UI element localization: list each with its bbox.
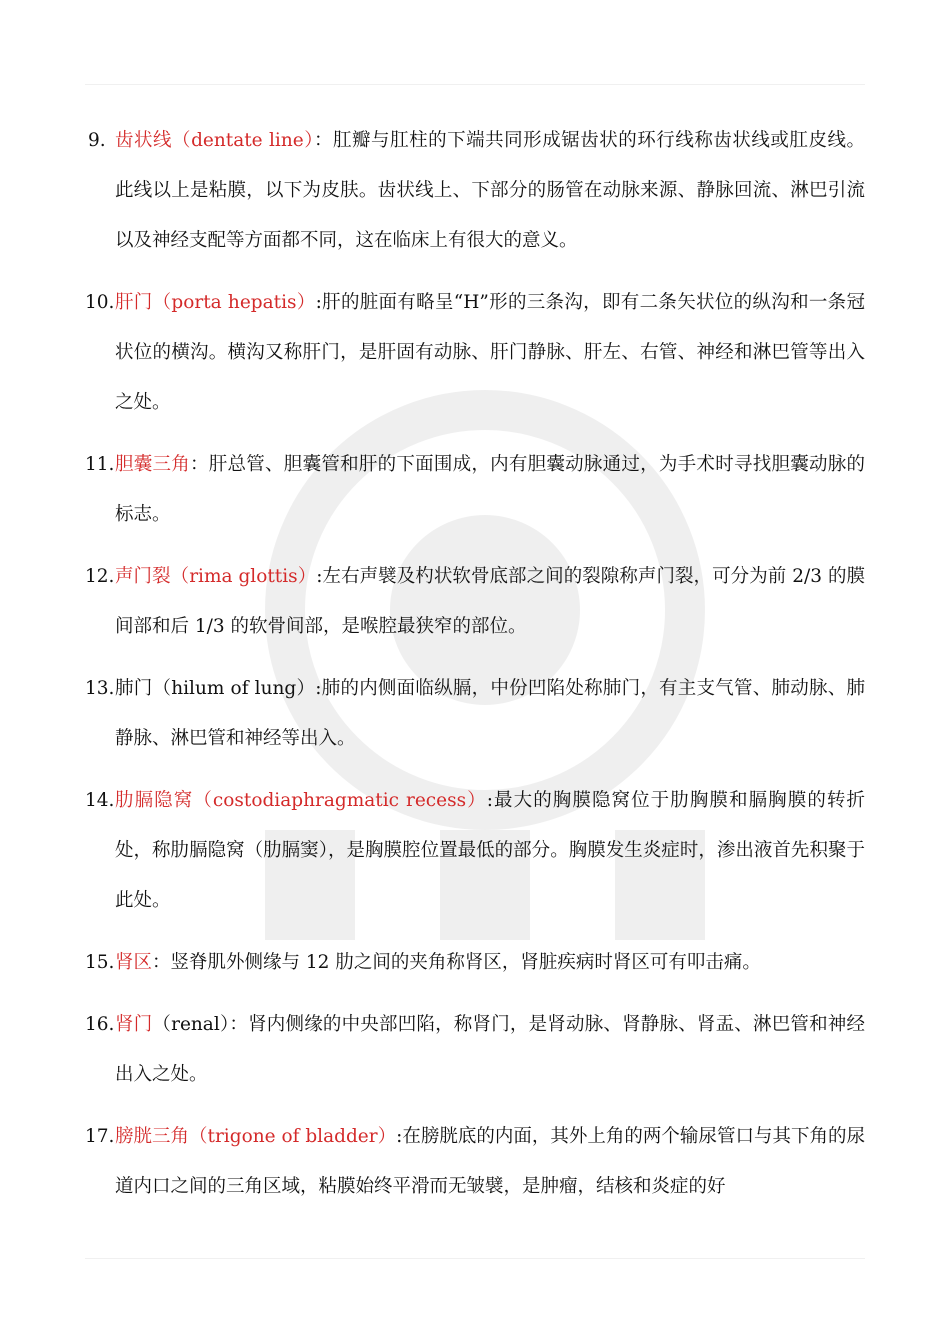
- entry-term: 齿状线（dentate line）: [115, 130, 314, 151]
- glossary-entry-10: [85, 278, 865, 428]
- entry-definition: （renal）：肾内侧缘的中央部凹陷，称肾门，是肾动脉、肾静脉、肾盂、淋巴管和神经出入之处。: [115, 1014, 865, 1085]
- entry-number: 11.: [85, 454, 115, 475]
- footer-rule: [85, 1258, 865, 1259]
- entry-term: 胆囊三角: [115, 454, 191, 475]
- entry-term: 肾区: [115, 952, 153, 973]
- entry-term: 肋膈隐窝（costodiaphragmatic recess）: [115, 790, 487, 811]
- entry-number: 17.: [85, 1126, 115, 1147]
- entry-number: 15.: [85, 952, 115, 973]
- entry-number: 12.: [85, 566, 115, 587]
- entry-term: 声门裂（rima glottis）: [115, 566, 317, 587]
- glossary-entry-15: [85, 938, 865, 988]
- glossary-entry-9: [85, 116, 865, 266]
- glossary-entry-14: [85, 776, 865, 926]
- entry-definition: ：肝总管、胆囊管和肝的下面围成，内有胆囊动脉通过，为手术时寻找胆囊动脉的标志。: [115, 454, 865, 525]
- entry-term: 肺门（hilum of lung）: [115, 678, 316, 699]
- glossary-entry-13: [85, 664, 865, 764]
- entry-number: 9.: [88, 130, 106, 151]
- glossary-entry-12: [85, 552, 865, 652]
- glossary-entry-11: [85, 440, 865, 540]
- entry-definition: :肺的内侧面临纵膈，中份凹陷处称肺门，有主支气管、肺动脉、肺静脉、淋巴管和神经等出入。: [115, 678, 865, 749]
- entry-term: 肝门（porta hepatis）: [115, 292, 316, 313]
- glossary-list: [85, 116, 865, 1224]
- glossary-entry-16: [85, 1000, 865, 1100]
- entry-definition: :左右声襞及杓状软骨底部之间的裂隙称声门裂，可分为前 2/3 的膜间部和后 1/3 的软骨间部，是喉腔最狭窄的部位。: [115, 566, 865, 637]
- entry-definition: :在膀胱底的内面，其外上角的两个输尿管口与其下角的尿道内口之间的三角区域，粘膜始终平滑而无皱襞，是肿瘤，结核和炎症的好: [115, 1126, 865, 1197]
- entry-number: 14.: [85, 790, 115, 811]
- header-rule: [85, 84, 865, 85]
- entry-number: 13.: [85, 678, 115, 699]
- entry-definition: ：竖脊肌外侧缘与 12 肋之间的夹角称肾区，肾脏疾病时肾区可有叩击痛。: [152, 952, 761, 973]
- entry-number: 10.: [85, 292, 115, 313]
- entry-term: 肾门: [115, 1014, 153, 1035]
- entry-term: 膀胱三角（trigone of bladder）: [115, 1126, 397, 1147]
- entry-number: 16.: [85, 1014, 115, 1035]
- glossary-entry-17: [85, 1112, 865, 1212]
- entry-definition: :肝的脏面有略呈“H”形的三条沟，即有二条矢状位的纵沟和一条冠状位的横沟。横沟又称肝门，是肝固有动脉、肝门静脉、肝左、右管、神经和淋巴管等出入之处。: [115, 292, 865, 413]
- entry-definition: :最大的胸膜隐窝位于肋胸膜和膈胸膜的转折处，称肋膈隐窝（肋膈窦），是胸膜腔位置最低的部分。胸膜发生炎症时，渗出液首先积聚于此处。: [115, 790, 865, 911]
- entry-definition: ：肛瓣与肛柱的下端共同形成锯齿状的环行线称齿状线或肛皮线。此线以上是粘膜，以下为皮肤。齿状线上、下部分的肠管在动脉来源、静脉回流、淋巴引流以及神经支配等方面都不同，这在临床上有很大的意义。: [115, 130, 865, 251]
